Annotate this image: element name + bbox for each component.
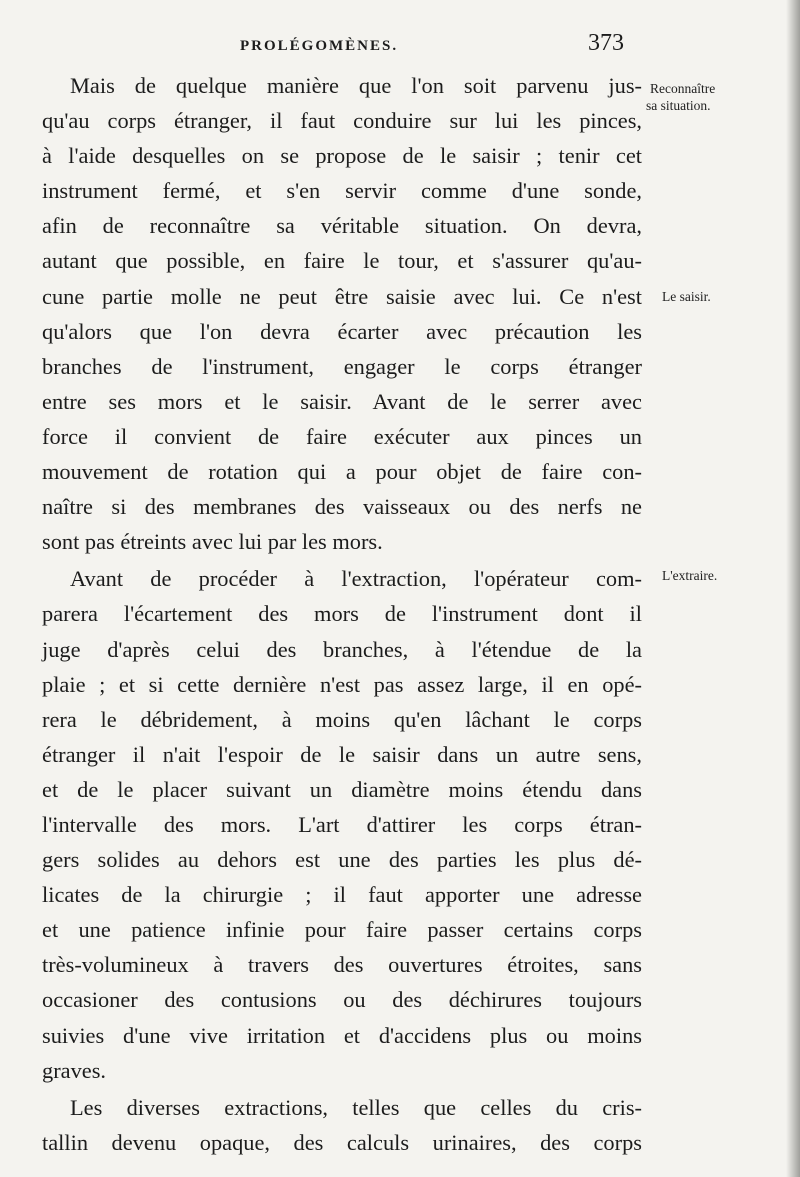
text-line: licates de la chirurgie ; il faut apporter une adresse (42, 882, 642, 908)
text-line: cune partie molle ne peut être saisie avec lui. Ce n'est (42, 283, 642, 309)
text-line: naître si des membranes des vaisseaux ou des nerfs ne (42, 494, 642, 520)
text-line: suivies d'une vive irritation et d'accidens plus ou moins (42, 1022, 642, 1048)
margin-note-situation: sa situation. (646, 98, 711, 113)
text-line: qu'alors que l'on devra écarter avec précaution les (42, 318, 642, 344)
text-line: à l'aide desquelles on se propose de le saisir ; tenir cet (42, 143, 642, 169)
text-line: juge d'après celui des branches, à l'étendue de la (42, 636, 642, 662)
text-line: et de le placer suivant un diamètre moins étendu dans (42, 776, 642, 802)
text-line: étranger il n'ait l'espoir de le saisir dans un autre sens, (42, 741, 642, 767)
text-line: l'intervalle des mors. L'art d'attirer les corps étran- (42, 811, 642, 837)
page-edge-shadow (786, 0, 800, 1177)
text-line: sont pas étreints avec lui par les mors. (42, 529, 383, 555)
text-line: gers solides au dehors est une des parties les plus dé- (42, 847, 642, 873)
margin-note-extraire: L'extraire. (662, 568, 718, 583)
text-line: branches de l'instrument, engager le corps étranger (42, 353, 642, 379)
text-line: mouvement de rotation qui a pour objet de faire con- (42, 459, 642, 485)
running-head: PROLÉGOMÈNES. (240, 38, 399, 54)
text-line: afin de reconnaître sa véritable situation. On devra, (42, 213, 642, 239)
text-line: très-volumineux à travers des ouvertures étroites, sans (42, 952, 642, 978)
text-line: force il convient de faire exécuter aux pinces un (42, 423, 642, 449)
text-line: instrument fermé, et s'en servir comme d'une sonde, (42, 178, 642, 204)
text-line: tallin devenu opaque, des calculs urinaires, des corps (42, 1129, 642, 1155)
text-line: et une patience infinie pour faire passer certains corps (42, 917, 642, 943)
text-line: qu'au corps étranger, il faut conduire sur lui les pinces, (42, 108, 642, 134)
body-text (42, 68, 642, 1160)
text-line: parera l'écartement des mors de l'instrument dont il (42, 601, 642, 627)
text-line: rera le débridement, à moins qu'en lâchant le corps (42, 706, 642, 732)
text-line: Mais de quelque manière que l'on soit parvenu jus- (70, 73, 642, 98)
text-line: autant que possible, en faire le tour, et s'assurer qu'au- (42, 248, 642, 274)
margin-note-le-saisir: Le saisir. (662, 289, 711, 304)
margin-note-reconnaitre: Reconnaître (650, 81, 716, 96)
text-line: entre ses mors et le saisir. Avant de le serrer avec (42, 388, 642, 414)
text-line: plaie ; et si cette dernière n'est pas assez large, il en opé- (42, 671, 642, 697)
text-line: Les diverses extractions, telles que celles du cris- (70, 1094, 642, 1120)
text-line: Avant de procéder à l'extraction, l'opérateur com- (70, 566, 642, 592)
text-line: graves. (42, 1057, 107, 1083)
page-number: 373 (588, 30, 624, 56)
text-line: occasioner des contusions ou des déchirures toujours (42, 987, 642, 1013)
